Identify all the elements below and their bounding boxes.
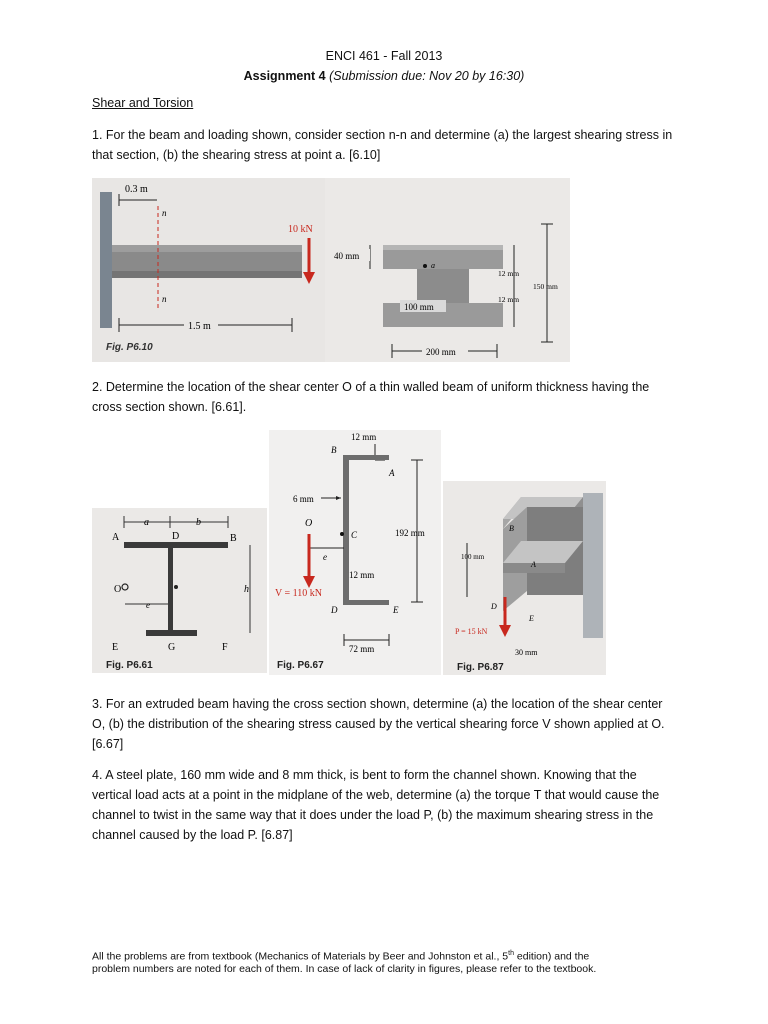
label-F: F — [222, 642, 228, 653]
caption-p6-87: Fig. P6.87 — [457, 662, 504, 673]
label-e: e — [146, 600, 150, 610]
dim-12mm-top: 12 mm — [351, 432, 377, 442]
problem-4-line-1: 4. A steel plate, 160 mm wide and 8 mm thick, is bent to form the channel shown. Knowing that the — [92, 768, 637, 782]
label-B: B — [331, 445, 337, 455]
label-D: D — [172, 531, 180, 542]
label-B: B — [230, 533, 237, 544]
assignment-title — [0, 66, 768, 86]
figure-p6-87 — [443, 481, 606, 675]
assignment-number: Assignment 4 — [243, 69, 326, 83]
figure-p6-61 — [92, 508, 267, 673]
section-title: Shear and Torsion — [92, 96, 194, 110]
figure-p6-10 — [92, 178, 570, 362]
section-n-top: n — [162, 208, 167, 218]
label-G: G — [168, 642, 176, 653]
dim-72mm: 72 mm — [349, 644, 375, 654]
label-A: A — [389, 468, 395, 478]
problem-3-line-1: 3. For an extruded beam having the cross section shown, determine (a) the location of the shear center — [92, 697, 663, 711]
label-A: A — [112, 532, 120, 543]
problem-3-line-3: [6.67] — [92, 737, 124, 751]
label-E: E — [112, 642, 119, 653]
label-B: B — [509, 524, 514, 533]
dim-6mm: 6 mm — [293, 494, 314, 504]
label-e: e — [323, 552, 327, 562]
course-title: ENCI 461 - Fall 2013 — [325, 49, 443, 63]
problem-1-line-2: that section, (b) the shearing stress at point a. [6.10] — [92, 148, 381, 162]
dim-100mm: 100 mm — [461, 553, 485, 561]
label-O: O — [114, 584, 122, 595]
problem-2-line-1: 2. Determine the location of the shear center O of a thin walled beam of uniform thickness having the — [92, 380, 650, 394]
problem-1-line-1: 1. For the beam and loading shown, consider section n-n and determine (a) the largest shearing stress in — [92, 128, 673, 142]
label-E: E — [393, 605, 399, 615]
dim-100mm: 100 mm — [404, 302, 434, 312]
problem-4-line-4: channel caused by the load P. [6.87] — [92, 828, 293, 842]
figure-p6-67 — [269, 430, 441, 675]
dim-1-5m: 1.5 m — [188, 321, 211, 332]
dim-12mm-top: 12 mm — [498, 269, 520, 278]
problem-2-line-2: cross section shown. [6.61]. — [92, 400, 247, 414]
footer-line-1-text: All the problems are from textbook (Mechanics of Materials by Beer and Johnston et al., 5 — [92, 950, 509, 963]
load-10kn: 10 kN — [288, 224, 313, 235]
label-C: C — [351, 530, 358, 540]
dim-0-3m: 0.3 m — [125, 184, 148, 195]
load-v-110kn: V = 110 kN — [275, 588, 323, 599]
caption-p6-67: Fig. P6.67 — [277, 660, 324, 671]
problem-3-line-2: O, (b) the distribution of the shearing stress caused by the vertical shearing force V shown applied at O. — [92, 717, 665, 731]
dim-12mm-bottom: 12 mm — [498, 295, 520, 304]
dim-200mm: 200 mm — [426, 347, 456, 357]
section-n-bottom: n — [162, 294, 167, 304]
footer-note-line-2: problem numbers are noted for each of them. In case of lack of clarity in figures, please refer to the textbook. — [92, 963, 597, 975]
caption-p6-61: Fig. P6.61 — [106, 660, 153, 671]
problem-4-line-3: channel to twist in the same way that it does under the load P, (b) the maximum shearing stress in the — [92, 808, 654, 822]
dim-192mm: 192 mm — [395, 528, 425, 538]
point-a: a — [431, 261, 435, 270]
label-h: h — [244, 584, 249, 595]
label-b: b — [196, 517, 201, 528]
footer-line-1-end: edition) and the — [513, 950, 590, 963]
dim-150mm: 150 mm — [533, 282, 558, 291]
caption-p6-10: Fig. P6.10 — [106, 342, 153, 353]
footer-superscript: th — [508, 950, 514, 957]
label-D: D — [331, 605, 338, 615]
dim-12mm-mid: 12 mm — [349, 570, 375, 580]
label-E: E — [529, 614, 534, 623]
label-A: A — [531, 560, 536, 569]
dim-30mm: 30 mm — [515, 648, 538, 657]
load-p-15kn: P = 15 kN — [455, 627, 488, 636]
label-O: O — [305, 518, 313, 529]
problem-4-line-2: vertical load acts at a point in the midplane of the web, determine (a) the torque T that would cause the — [92, 788, 660, 802]
label-D: D — [491, 602, 497, 611]
dim-40mm: 40 mm — [334, 251, 360, 261]
submission-due: (Submission due: Nov 20 by 16:30) — [329, 69, 525, 83]
label-a: a — [144, 517, 149, 528]
